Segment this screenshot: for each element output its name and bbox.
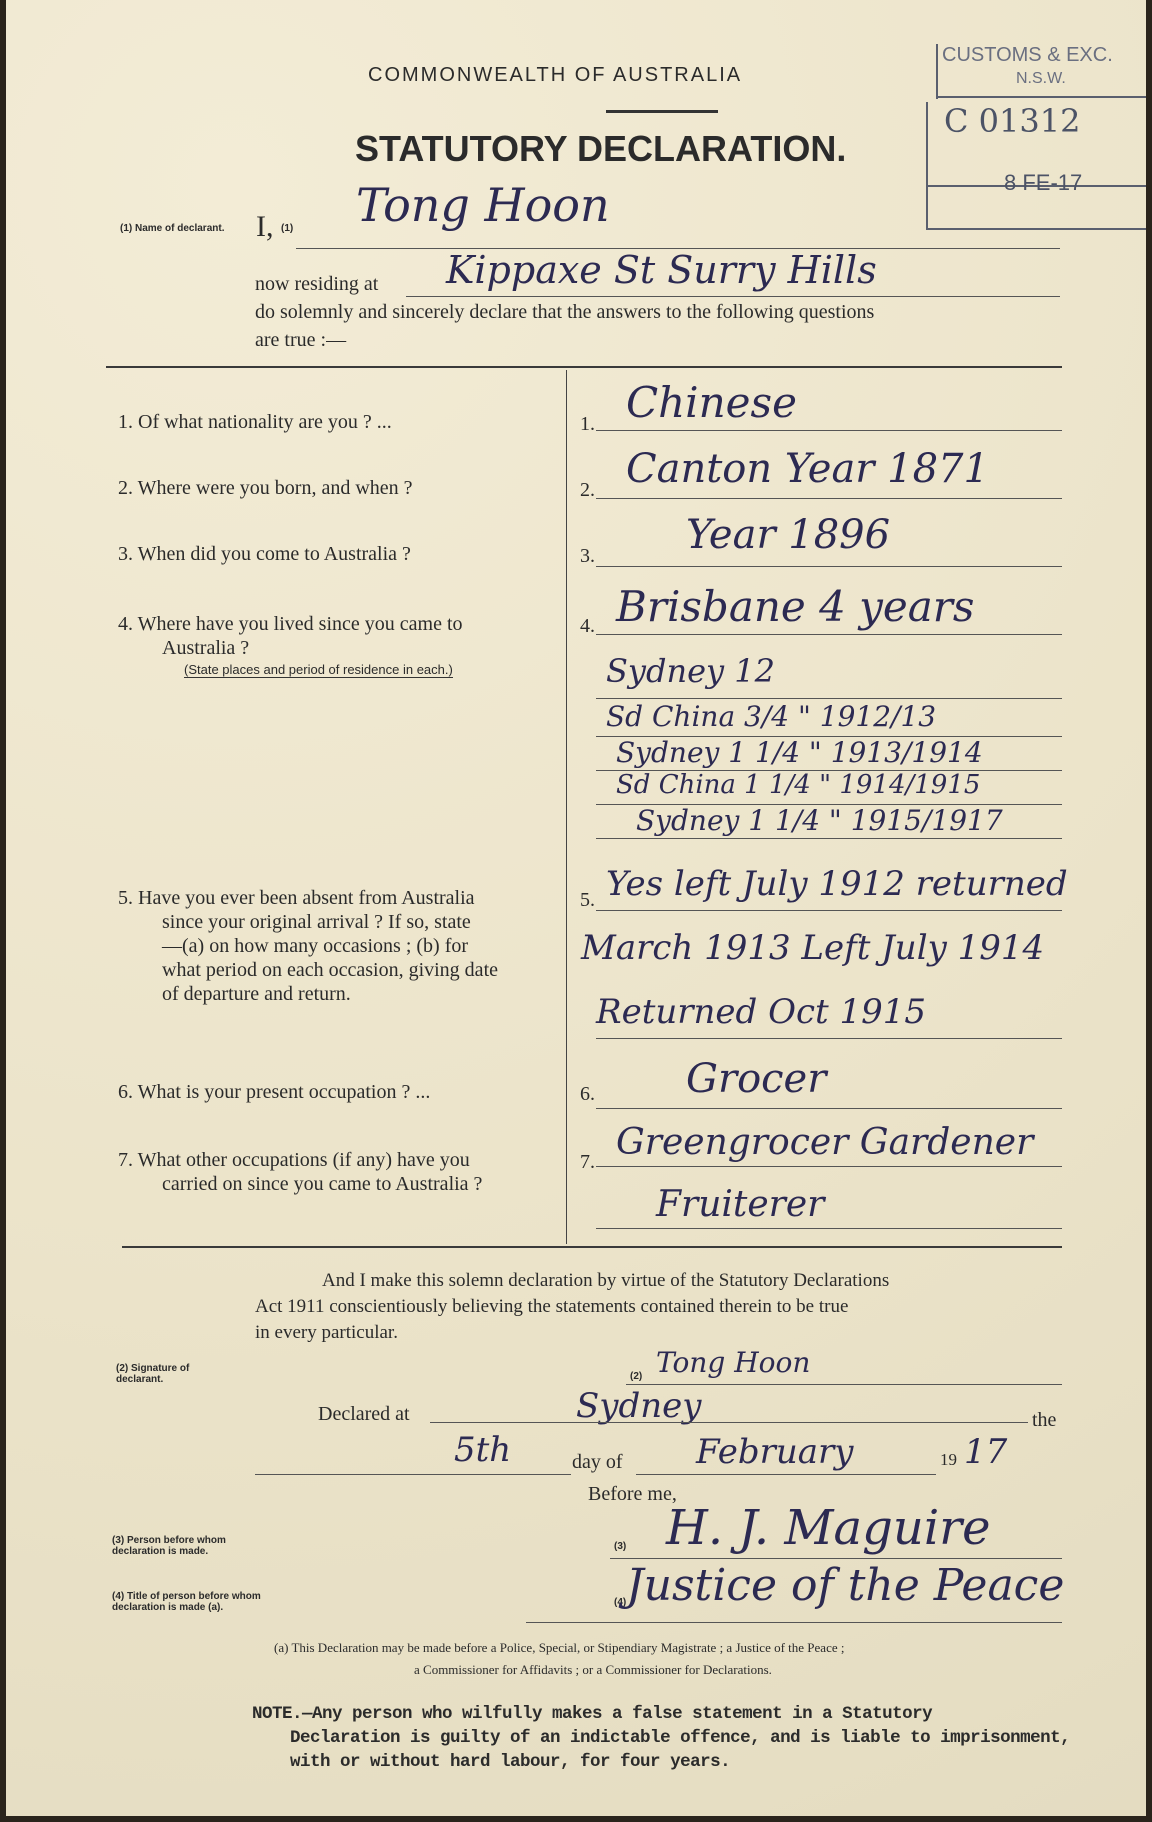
answer-4-num: 4. <box>580 615 595 637</box>
residence-4: Sd China 1 1/4 " 1914/1915 <box>616 770 981 800</box>
signature-line <box>626 1384 1062 1385</box>
question-4: 4. Where have you lived since you came to <box>118 613 463 635</box>
residence-3: Sydney 1 1/4 " 1913/1914 <box>616 736 983 769</box>
residence-line-5 <box>596 838 1062 839</box>
answer-5-num: 5. <box>580 889 595 911</box>
question-4-note: (State places and period of residence in each.) <box>184 662 453 677</box>
answer-3-num: 3. <box>580 545 595 567</box>
question-5: 5. Have you ever been absent from Australia <box>118 887 475 909</box>
declarant-name: Tong Hoon <box>356 178 610 232</box>
answer-2-num: 2. <box>580 479 595 501</box>
declared-at-label: Declared at <box>318 1403 410 1425</box>
witness-ref: (3) <box>614 1541 627 1552</box>
signature-side-note: (2) Signature of declarant. <box>116 1363 190 1385</box>
page-title: STATUTORY DECLARATION. <box>355 128 847 169</box>
answer-5-line <box>596 910 1062 911</box>
occupation-more-line <box>596 1228 1062 1229</box>
question-6: 6. What is your present occupation ? ... <box>118 1081 431 1103</box>
absence-line-3-rule <box>596 1038 1062 1039</box>
title-side-note: (4) Title of person before whom declaration is made (a). <box>112 1591 261 1613</box>
question-7-cont: carried on since you came to Australia ? <box>162 1173 483 1195</box>
solemn-line-2: Act 1911 conscientiously believing the statements contained therein to be true <box>255 1296 849 1317</box>
question-5-l4: what period on each occasion, giving date <box>162 959 498 981</box>
answer-3-line <box>596 566 1062 567</box>
residence-5: Sydney 1 1/4 " 1915/1917 <box>636 804 1003 837</box>
declare-text: do solemnly and sincerely declare that the answers to the following questions <box>255 301 875 323</box>
section-rule-top <box>106 366 1062 368</box>
declared-place: Sydney <box>576 1386 702 1426</box>
declared-month: February <box>696 1432 854 1472</box>
answer-2-line <box>596 498 1062 499</box>
note-line-3: with or without hard labour, for four years. <box>290 1752 731 1772</box>
column-divider <box>566 370 567 1244</box>
title-line <box>526 1622 1062 1623</box>
answer-4: Brisbane 4 years <box>616 582 975 631</box>
occupation-more: Fruiterer <box>656 1184 825 1225</box>
answer-7-num: 7. <box>580 1151 595 1173</box>
note-line-1: NOTE.—Any person who wilfully makes a false statement in a Statutory <box>252 1704 933 1724</box>
answer-1-line <box>596 430 1062 431</box>
place-line <box>430 1422 1028 1423</box>
absence-line-2: March 1913 Left July 1914 <box>581 928 1045 968</box>
title-ref: (4) <box>614 1597 627 1608</box>
stamp-line2: N.S.W. <box>1016 70 1066 87</box>
year-prefix: 19 <box>940 1450 957 1469</box>
question-4-cont: Australia ? <box>162 637 250 659</box>
footnote-line-2: a Commissioner for Affidavits ; or a Commissioner for Declarations. <box>414 1662 772 1677</box>
declarant-signature: Tong Hoon <box>656 1346 811 1379</box>
stamp-line1: CUSTOMS & EXC. <box>942 44 1113 66</box>
answer-4-line <box>596 634 1062 635</box>
signature-ref: (2) <box>630 1371 643 1382</box>
declared-day: 5th <box>454 1430 512 1470</box>
answer-6-line <box>596 1108 1062 1109</box>
answer-2: Canton Year 1871 <box>626 446 989 492</box>
footnote-line-1: (a) This Declaration may be made before a Police, Special, or Stipendiary Magistrate ; a Justice of the Peace ; <box>274 1640 845 1655</box>
declarant-address: Kippaxe St Surry Hills <box>446 248 877 292</box>
customs-stamp <box>926 40 1146 210</box>
stamp-number: C 01312 <box>944 102 1081 140</box>
question-5-l5: of departure and return. <box>162 983 351 1005</box>
question-2: 2. Where were you born, and when ? <box>118 477 413 499</box>
residence-1: Sydney 12 <box>606 652 775 690</box>
question-5-l2: since your original arrival ? If so, state <box>162 911 471 933</box>
the-label: the <box>1032 1409 1057 1431</box>
solemn-line-3: in every particular. <box>255 1322 398 1343</box>
residence-2: Sd China 3/4 " 1912/13 <box>606 700 937 733</box>
are-true-text: are true :— <box>255 329 347 351</box>
address-line <box>406 296 1060 297</box>
before-me-label: Before me, <box>588 1483 677 1505</box>
day-line <box>255 1474 571 1475</box>
question-1: 1. Of what nationality are you ? ... <box>118 411 392 433</box>
answer-7: Greengrocer Gardener <box>616 1122 1034 1163</box>
answer-1: Chinese <box>626 378 797 427</box>
witness-line <box>610 1558 1062 1559</box>
commonwealth-heading: COMMONWEALTH OF AUSTRALIA <box>368 64 743 86</box>
note-line-2: Declaration is guilty of an indictable offence, and is liable to imprisonment, <box>290 1728 1071 1748</box>
answer-6: Grocer <box>686 1056 827 1102</box>
header-divider <box>606 110 718 113</box>
answer-6-num: 6. <box>580 1083 595 1105</box>
witness-title: Justice of the Peace <box>626 1560 1065 1611</box>
question-7: 7. What other occupations (if any) have you <box>118 1149 470 1171</box>
section-rule-bottom <box>122 1246 1062 1248</box>
answer-3: Year 1896 <box>686 512 891 558</box>
witness-name: H. J. Maguire <box>666 1500 991 1556</box>
residence-line-1 <box>596 698 1062 699</box>
declaration-page <box>6 0 1146 1816</box>
question-5-l3: —(a) on how many occasions ; (b) for <box>162 935 469 957</box>
residing-label: now residing at <box>255 273 379 295</box>
year-suffix: 17 <box>964 1432 1008 1472</box>
declarant-side-note: (1) Name of declarant. <box>120 223 225 234</box>
stamp-date: 8 FE-17 <box>1004 170 1083 195</box>
answer-5: Yes left July 1912 returned <box>606 864 1068 904</box>
month-line <box>636 1474 936 1475</box>
solemn-line-1: And I make this solemn declaration by virtue of the Statutory Declarations <box>322 1270 890 1291</box>
answer-1-num: 1. <box>580 413 595 435</box>
question-3: 3. When did you come to Australia ? <box>118 543 411 565</box>
absence-line-3: Returned Oct 1915 <box>596 992 927 1032</box>
answer-7-line <box>596 1166 1062 1167</box>
i-label: I, <box>256 210 274 243</box>
declarant-ref: (1) <box>281 223 294 234</box>
day-of-label: day of <box>572 1451 623 1473</box>
witness-side-note: (3) Person before whom declaration is made. <box>112 1535 226 1557</box>
